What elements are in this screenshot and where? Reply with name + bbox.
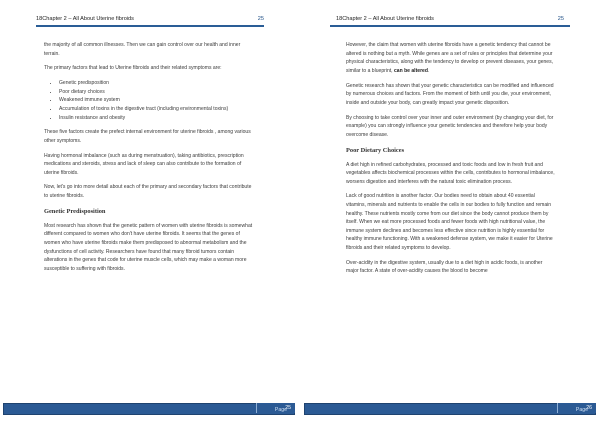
page-body [44, 41, 254, 280]
chapter-title: 18Chapter 2 – All About Uterine fibroids [36, 16, 134, 22]
footer-page-text [575, 405, 592, 413]
page-footer [304, 403, 596, 415]
page-body [346, 41, 556, 282]
paragraph [346, 41, 556, 75]
footer-page-box [557, 403, 596, 413]
section-heading: Poor Dietary Choices [346, 146, 405, 154]
page-footer [3, 403, 295, 415]
footer-page-label: Page [575, 407, 588, 413]
list-item: • Weakened immune system [59, 96, 254, 105]
chapter-title: 18Chapter 2 – All About Uterine fibroids [336, 16, 434, 22]
page-header [36, 14, 264, 30]
footer-bar [3, 403, 295, 415]
paragraph: These five factors create the prefect internal environment for uterine fibroids , among various other symptoms. [44, 129, 251, 144]
header-rule [330, 25, 570, 27]
paragraph: Over-acidity in the digestive system, usually due to a diet high in acidic foods, is another major factor. A state of over-acidity causes the blood to become [346, 259, 543, 275]
list-item: • Insulin resistance and obesity [59, 114, 254, 123]
header-page-number: 25 [257, 16, 264, 22]
section-heading: Genetic Predisposition [44, 207, 106, 215]
list-item: • Accumulation of toxins in the digestive tract (including environmental toxins) [59, 105, 254, 114]
paragraph: The primary factors that lead to Uterine fibroids and their related symptoms are: [44, 65, 222, 72]
header-rule [36, 25, 264, 27]
paragraph: the majority of all common illnesses. Then we can gain control over our health and inner terrain. [44, 42, 241, 57]
bold-phrase: can be altered [393, 67, 428, 74]
footer-page-label: Page [274, 407, 287, 413]
paragraph: Having hormonal imbalance (such as during menstruation), taking antibiotics, prescription medications and steroids, stress and lack of sleep can also contribute to the formation of uterine fibroids. [44, 152, 244, 176]
factor-list [44, 79, 254, 122]
paragraph-text: However, the claim that women with uterine fibroids have a genetic tendency that cannot be altered is nothing but a myth. While genes are a set of rules or principles that determine your physical characteristics, along with the tendency to develop or prevent diseases, your genes, similar to a blueprint, [346, 42, 554, 74]
paragraph: Lack of good nutrition is another factor. Our bodies need to obtain about 40 essential vitamins, minerals and nutrients to enable the cells in our bodies to fully function and remain healthy. These nutrients mostly come from our diet since the body cannot produce them by itself. When we eat more processed foods and fewer foods with high nutritional value, the immune system declines and becomes less effective since nutrition is highly essential for healthy immune functioning. With a weakened defense system, we make it easier for Uterine fibroids and their related symptoms to develop. [346, 193, 553, 252]
footer-page-number: 25 [285, 405, 291, 411]
paragraph-end: . [427, 67, 430, 74]
paragraph: By choosing to take control over your inner and outer environment (by changing your diet, for example) you can strongly influence your genetic tendencies and therefore help your body overcome disease. [346, 114, 554, 138]
paragraph: Now, let's go into more detail about each of the primary and secondary factors that contribute to uterine fibroids. [44, 184, 252, 200]
list-item: • Poor dietary choices [59, 88, 254, 97]
footer-bar [304, 403, 596, 415]
paragraph: Most research has shown that the genetic pattern of women with uterine fibroids is somewhat different compared to women who don't have uterine fibroids. It seems that the genes of women who have uterine fibroids make them predisposed to abnormal metabolism and the dysfunctions of cell activity. Researchers have found that many fibroid tumors contain alterations in the genes that code for uterine muscle cells, which may make a woman more susceptible to suffering with fibroids. [44, 222, 253, 272]
footer-page-text [274, 405, 291, 413]
right-page [300, 0, 600, 424]
page-header [336, 14, 564, 30]
paragraph: A diet high in refined carbohydrates, processed and toxic foods and low in fresh fruit and vegetables affects biochemical processes within the cells, contributes to hormonal imbalance, worsens digestion and interferes with the natural toxic elimination process. [346, 161, 555, 185]
list-item: • Genetic predisposition [59, 79, 254, 88]
header-page-number: 25 [557, 16, 564, 22]
paragraph: Genetic research has shown that your genetic characteristics can be modified and influenced by numerous choices and factors. From the moment of birth until you die, your environment, inside and outside your body, can greatly impact your genetic disposition. [346, 82, 554, 106]
footer-page-number: 26 [586, 405, 592, 411]
footer-page-box [256, 403, 295, 413]
